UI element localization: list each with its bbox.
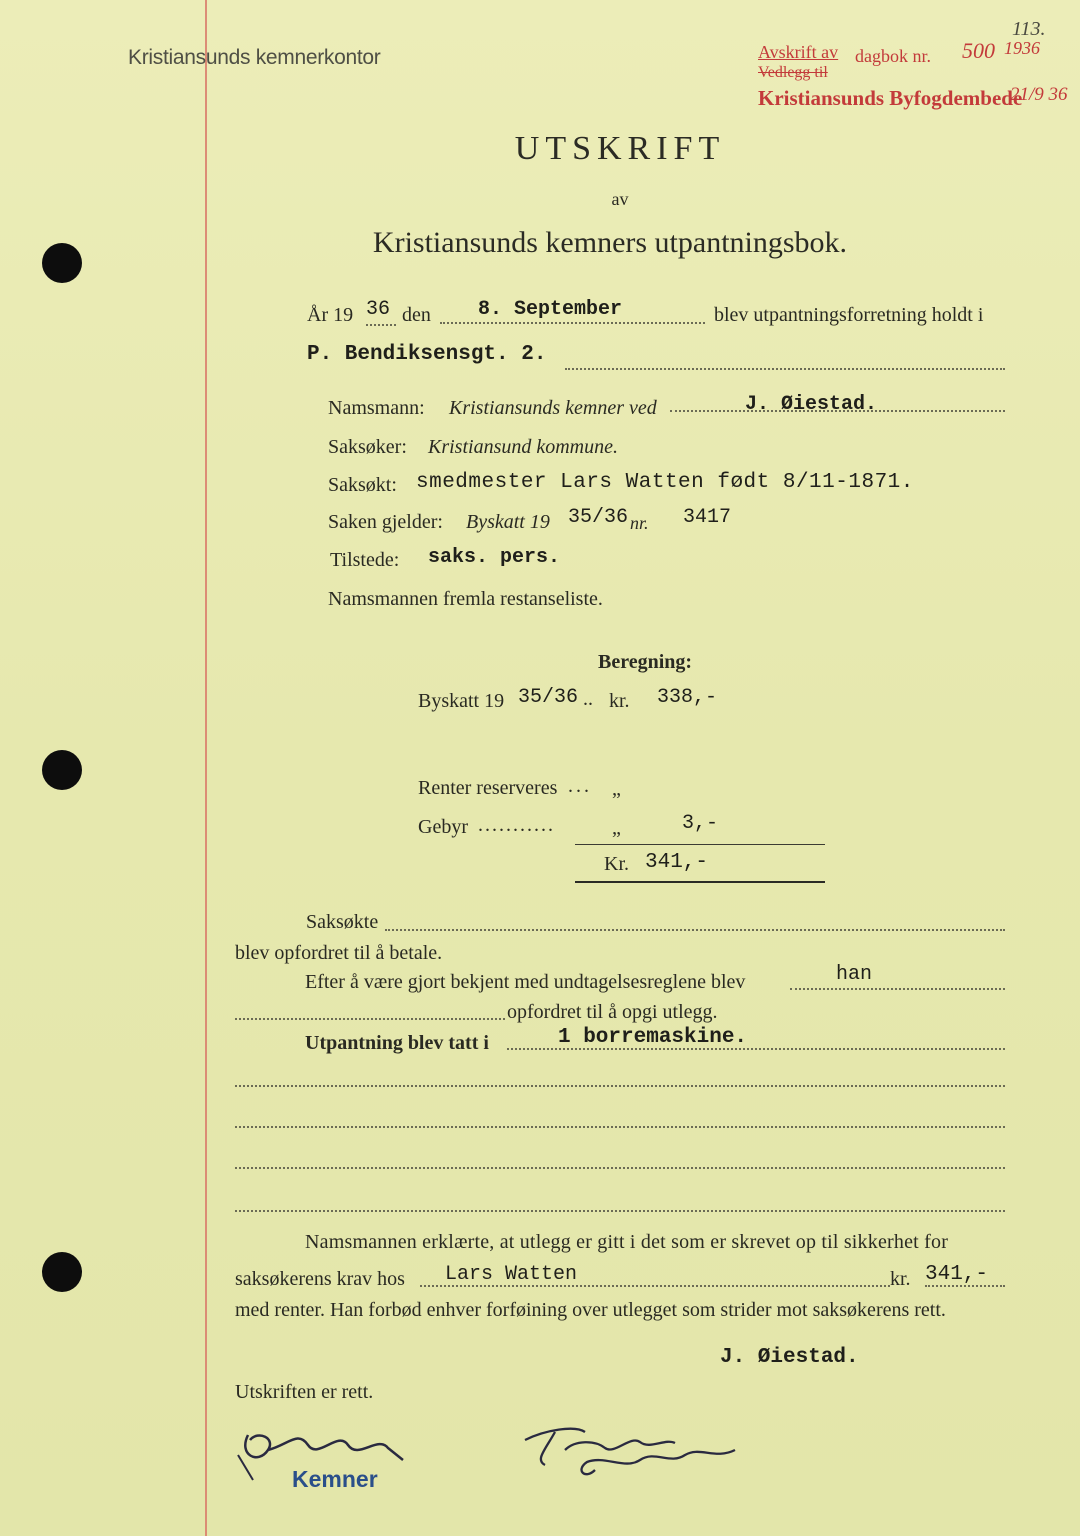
saken-nr-label: nr. xyxy=(630,513,649,533)
gebyr-label: Gebyr xyxy=(418,816,468,838)
dotted-line xyxy=(235,1167,1005,1169)
title-sub: Kristiansunds kemners utpantningsbok. xyxy=(372,226,848,259)
saken-label: Saken gjelder: xyxy=(328,511,443,533)
dotted-line xyxy=(366,324,396,326)
stamp-office: Kristiansunds Byfogdembede xyxy=(758,86,1023,110)
office-stamp: Kristiansunds kemnerkontor xyxy=(128,46,381,69)
dotted-line xyxy=(925,1285,1005,1287)
gebyr-ditto: „ xyxy=(612,817,621,839)
declaration-name: Lars Watten xyxy=(445,1263,578,1286)
saksoker-label: Saksøker: xyxy=(328,436,407,458)
dotted-line xyxy=(440,322,705,324)
byskatt-year: 35/36 xyxy=(518,686,579,709)
dotted-line xyxy=(790,988,1005,990)
opgi-utlegg: opfordret til å opgi utlegg. xyxy=(507,1001,718,1023)
restanse-text: Namsmannen fremla restanseliste. xyxy=(328,588,603,610)
stamp-avskrift: Avskrift av xyxy=(758,42,839,62)
beregning-heading: Beregning: xyxy=(598,651,693,673)
dotted-line xyxy=(565,368,1005,370)
namsmann-text: Kristiansunds kemner ved xyxy=(449,397,657,419)
saksokte-label: Saksøkte xyxy=(306,911,379,933)
byskatt-label: Byskatt 19 xyxy=(418,690,505,712)
efter-value: han xyxy=(836,963,873,986)
sum-rule-bottom xyxy=(575,881,825,883)
utpantning-label: Utpantning blev tatt i xyxy=(305,1032,489,1054)
byskatt-dots: .. xyxy=(583,688,593,710)
gebyr-amount: 3,- xyxy=(682,812,719,835)
stamp-dagbok-label: dagbok nr. xyxy=(855,46,931,66)
utskriften-rett: Utskriften er rett. xyxy=(235,1381,374,1403)
saksoker-value: Kristiansund kommune. xyxy=(428,436,618,458)
stamp-date: 21/9 36 xyxy=(1010,84,1068,105)
declaration-kr-label: kr. xyxy=(890,1268,911,1290)
punch-hole-bottom xyxy=(42,1252,82,1292)
byskatt-kr-label: kr. xyxy=(609,690,630,712)
punch-hole-middle xyxy=(42,750,82,790)
renter-ditto: „ xyxy=(612,778,621,800)
saken-year: 35/36 xyxy=(568,506,629,529)
stamp-year: 1936 xyxy=(1004,38,1040,58)
declaration-amount: 341,- xyxy=(925,1263,989,1286)
declaration-krav-label: saksøkerens krav hos xyxy=(235,1268,405,1290)
utpantning-value: 1 borremaskine. xyxy=(558,1026,748,1049)
dotted-line xyxy=(235,1085,1005,1087)
dotted-line xyxy=(235,1210,1005,1212)
tilstede-label: Tilstede: xyxy=(330,549,400,571)
saken-nr: 3417 xyxy=(683,506,732,529)
total-amount: 341,- xyxy=(645,851,709,874)
intro-place: P. Bendiksensgt. 2. xyxy=(307,343,547,366)
renter-label: Renter reserveres xyxy=(418,777,558,799)
opfordret-betale: blev opfordret til å betale. xyxy=(235,942,443,964)
intro-blev-text: blev utpantningsforretning holdt i xyxy=(714,304,984,326)
second-signature xyxy=(515,1410,755,1490)
sum-rule-top xyxy=(575,844,825,845)
intro-date: 8. September xyxy=(478,298,623,321)
efter-text: Efter å være gjort bekjent med undtagelsesreglene blev xyxy=(305,971,746,993)
renter-dots: ... xyxy=(568,775,592,797)
declaration-line3: med renter. Han forbød enhver forføining over utlegget som strider mot saksøkerens rett. xyxy=(235,1299,946,1321)
stamp-vedlegg: Vedlegg til xyxy=(758,64,828,81)
title-av: av xyxy=(611,189,629,209)
dotted-line xyxy=(385,929,1005,931)
declaration-signature: J. Øiestad. xyxy=(720,1346,859,1369)
total-label: Kr. xyxy=(604,853,629,875)
dotted-line xyxy=(235,1018,505,1020)
byskatt-amount: 338,- xyxy=(657,686,718,709)
namsmann-label: Namsmann: xyxy=(328,397,425,419)
kemner-stamp: Kemner xyxy=(292,1466,378,1492)
saken-text: Byskatt 19 xyxy=(466,511,550,533)
gebyr-dots: ........... xyxy=(478,814,555,836)
intro-ar-label: År 19 xyxy=(307,304,354,326)
intro-ar-value: 36 xyxy=(366,298,391,321)
saksokt-value: smedmester Lars Watten født 8/11-1871. xyxy=(416,471,914,494)
saksokt-label: Saksøkt: xyxy=(328,474,397,496)
title-main: UTSKRIFT xyxy=(514,130,726,167)
namsmann-value: J. Øiestad. xyxy=(745,393,878,416)
page-number: 113. xyxy=(1012,18,1046,40)
declaration-line1: Namsmannen erklærte, at utlegg er gitt i det som er skrevet op til sikkerhet for xyxy=(305,1231,949,1253)
tilstede-value: saks. pers. xyxy=(428,546,561,569)
dotted-line xyxy=(235,1126,1005,1128)
stamp-dagbok-number: 500 xyxy=(962,38,995,63)
intro-den-label: den xyxy=(402,304,431,326)
